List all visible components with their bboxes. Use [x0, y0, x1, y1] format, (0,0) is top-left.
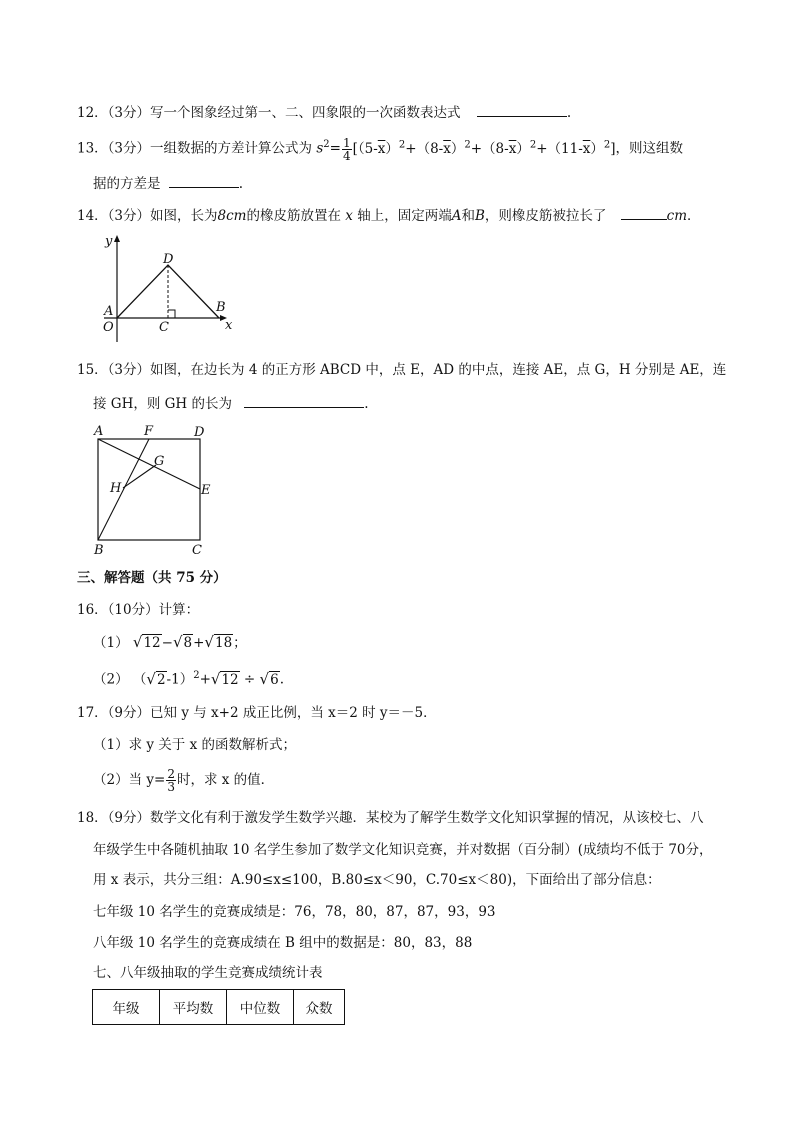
- q15-line2: 接 GH，则 GH 的长为: [93, 396, 232, 412]
- q13-number: 13．（3分）: [77, 140, 151, 157]
- q13-tail: ，则这组数: [615, 140, 684, 157]
- label-A: A: [94, 424, 104, 439]
- q13-answer-blank[interactable]: [169, 173, 239, 188]
- q12-end: .: [566, 105, 572, 121]
- q13-end: .: [238, 176, 244, 192]
- right-angle-mark: [168, 310, 175, 318]
- label-A: A: [104, 304, 114, 319]
- label-F: F: [144, 424, 154, 439]
- q15-number: 15．（3分）: [77, 362, 151, 378]
- q13-sup: 2: [323, 139, 330, 150]
- q18-table-title: 七、八年级抽取的学生竞赛成绩统计表: [93, 965, 323, 981]
- q16-number: 16．（10分）: [77, 602, 159, 618]
- label-B: B: [216, 300, 226, 315]
- label-O: O: [103, 320, 114, 335]
- table-header-cell: 众数: [294, 990, 345, 1025]
- q18-line5: 八年级 10 名学生的竞赛成绩在 B 组中的数据是：80，83，88: [93, 935, 473, 951]
- table-header-cell: 平均数: [160, 990, 227, 1025]
- table-header-row: [93, 990, 345, 1025]
- label-H: H: [110, 481, 122, 496]
- y-arrow: [114, 235, 120, 242]
- q17-part2: （2）当 y= $\frac{2}{3}$ 时，求 x 的值．: [93, 767, 275, 794]
- q15-figure: [88, 422, 223, 560]
- label-E: E: [201, 483, 211, 498]
- question-15-line2: 接 GH，则 GH 的长为 .: [93, 393, 369, 414]
- label-C: C: [159, 320, 169, 335]
- q16-part2: （2） $(√2-1)^2+√12 \div √6$.: [93, 669, 284, 688]
- label-y: y: [105, 234, 113, 249]
- q15-line1: 如图，在边长为 4 的正方形 ABCD 中，点 E，AD 的中点，连接 AE，点 G，H 分别是 AE，连: [150, 362, 727, 378]
- q18-line4: 七年级 10 名学生的竞赛成绩是：76，78，80，87，87，93，93: [93, 904, 496, 920]
- q18-number: 18．（9分）: [77, 810, 151, 826]
- question-18: [77, 808, 704, 828]
- question-17: [77, 703, 437, 723]
- q18-line1: 数学文化有利于激发学生数学兴趣．某校为了解学生数学文化知识掌握的情况，从该校七、八: [150, 810, 704, 826]
- q14-answer-blank[interactable]: [621, 205, 667, 220]
- q13-eq: =: [329, 140, 341, 157]
- label-x: x: [225, 318, 233, 333]
- q13-s: s: [316, 140, 324, 157]
- q13-fraction: $\frac{1}{4}$: [342, 135, 351, 163]
- q12-text: 写一个图象经过第一、二、四象限的一次函数表达式: [150, 105, 461, 121]
- question-14: 14．（3分）如图，长为8cm的橡皮筋放置在 x 轴上，固定两端A和B，则橡皮筋被拉长了 cm．: [77, 205, 701, 226]
- question-13-line2: [93, 173, 243, 194]
- q13-formula: $[(5-\overline{x})^2+(8-\overline{x})^2+(8-\overline{x})^2+(11-\overline{x})^2]$: [352, 139, 616, 157]
- label-D: D: [194, 425, 205, 440]
- label-C: C: [192, 543, 202, 558]
- question-12: [77, 102, 571, 123]
- q18-line2: 年级学生中各随机抽取 10 名学生参加了数学文化知识竞赛，并对数据（百分制）(成绩均不低于 70分，: [93, 842, 713, 858]
- q12-answer-blank[interactable]: [477, 102, 567, 117]
- q16-part1: （1） √12−√8+√18；: [93, 633, 247, 651]
- question-16: [77, 600, 199, 620]
- q17-text: 已知 y 与 x+2 成正比例，当 x＝2 时 y＝－5．: [150, 705, 437, 721]
- stats-table: [92, 989, 345, 1025]
- section-heading: 三、解答题（共 75 分）: [77, 570, 227, 586]
- segment-BF: [98, 439, 149, 540]
- table-header-cell: 年级: [93, 990, 160, 1025]
- table-header-cell: 中位数: [227, 990, 294, 1025]
- label-B: B: [94, 543, 104, 558]
- q12-number: 12．（3分）: [77, 105, 151, 121]
- q17-number: 17．（9分）: [77, 705, 151, 721]
- q13-line2: 据的方差是: [93, 176, 161, 192]
- q15-answer-blank[interactable]: [244, 393, 364, 408]
- question-15: [77, 360, 726, 380]
- q13-lead: 一组数据的方差计算公式为: [150, 140, 313, 157]
- question-13: [77, 135, 683, 162]
- q16-text: 计算：: [158, 602, 200, 618]
- segment-GH: [123, 465, 156, 488]
- label-D: D: [163, 252, 174, 267]
- q17-part1: （1）求 y 关于 x 的函数解析式；: [93, 737, 296, 753]
- label-G: G: [154, 454, 165, 469]
- q14-number: 14．（3分）: [77, 208, 151, 224]
- q18-line3: 用 x 表示，共分三组：A.90≤x≤100，B.80≤x＜90，C.70≤x＜80)，下面给出了部分信息：: [93, 872, 661, 888]
- q14-figure: [96, 232, 246, 347]
